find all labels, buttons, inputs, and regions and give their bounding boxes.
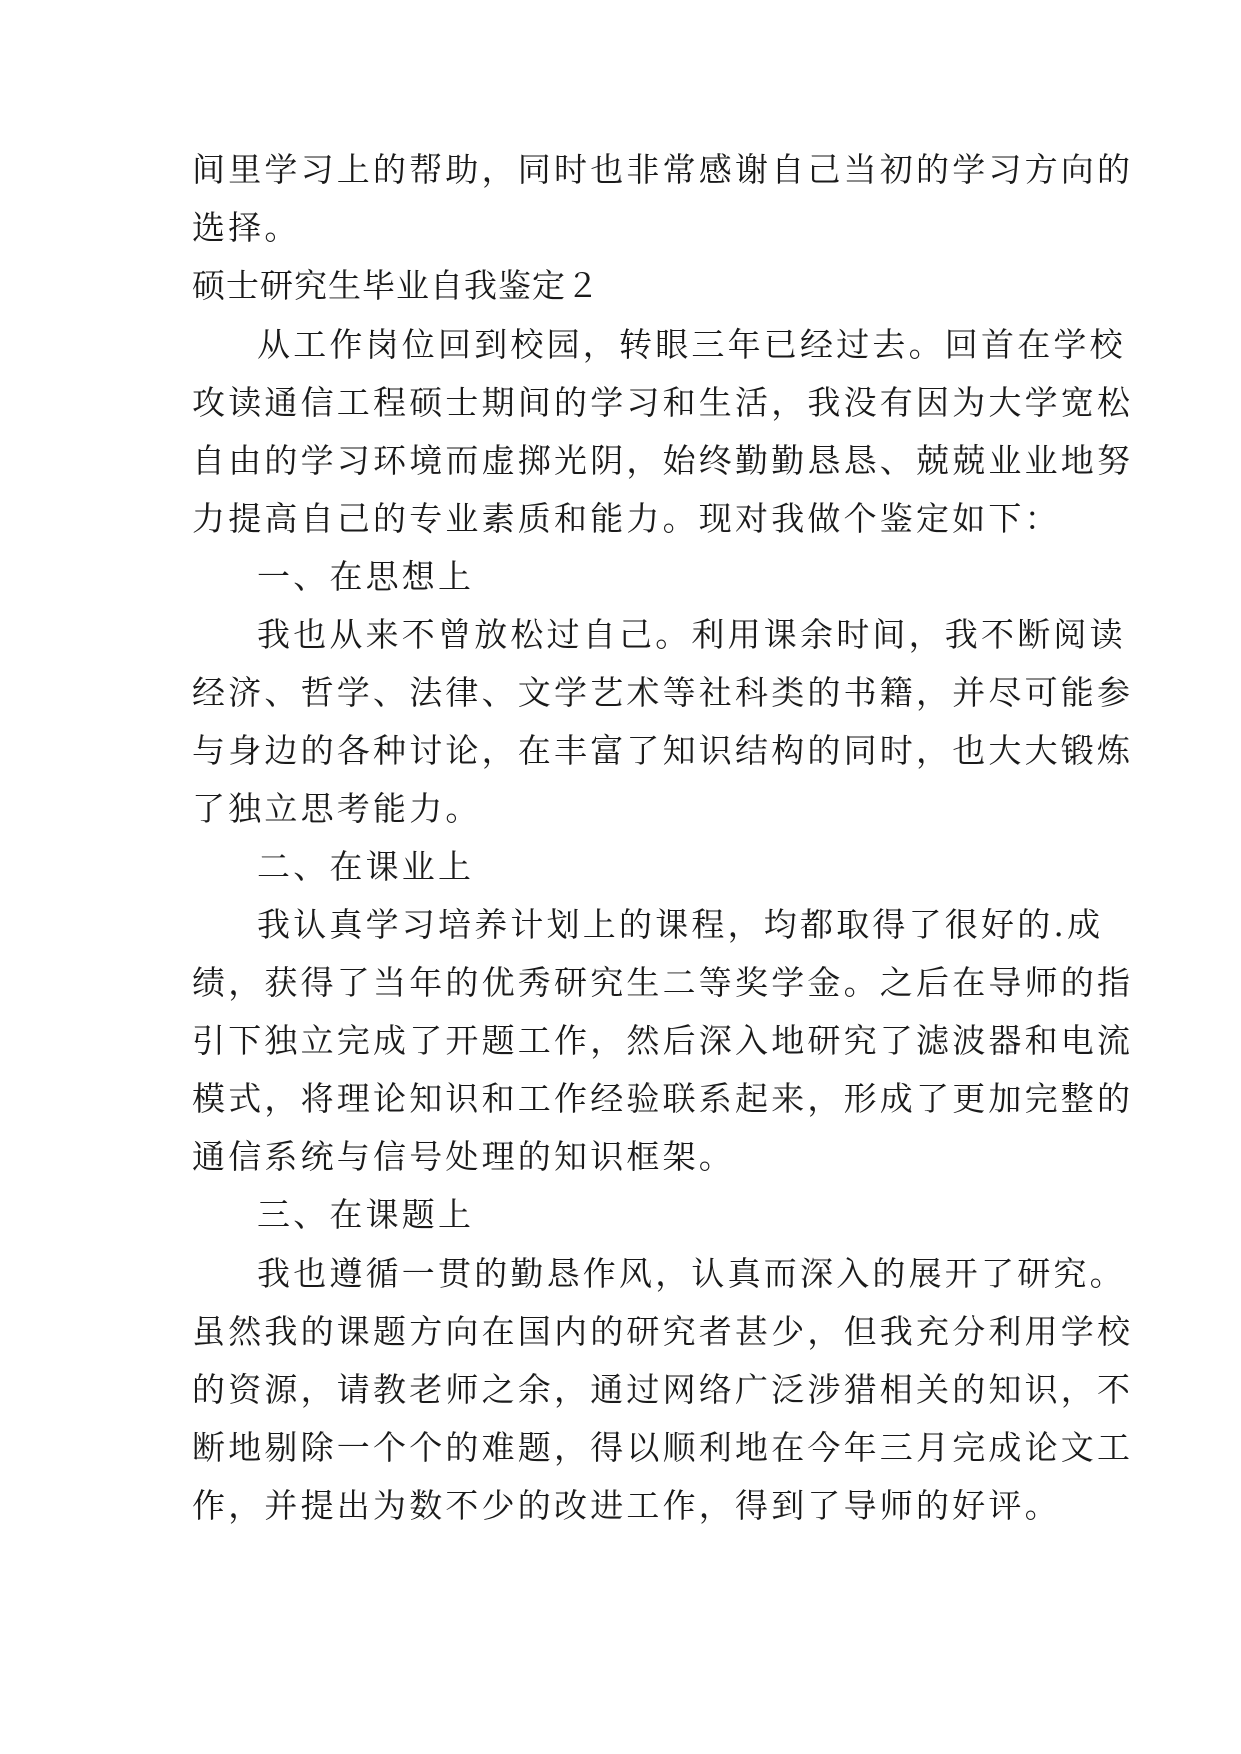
text-line: 模式，将理论知识和工作经验联系起来，形成了更加完整的	[192, 1079, 1134, 1118]
text-line: 虽然我的课题方向在国内的研究者甚少，但我充分利用学校	[192, 1312, 1134, 1351]
text-line: 选择。	[192, 208, 301, 247]
text-line: 我也从来不曾放松过自己。利用课余时间，我不断阅读	[257, 615, 1126, 654]
text-line: 断地剔除一个个的难题，得以顺利地在今年三月完成论文工	[192, 1428, 1134, 1467]
text-line: 绩，获得了当年的优秀研究生二等奖学金。之后在导师的指	[192, 963, 1134, 1002]
section-title: 硕士研究生毕业自我鉴定２	[192, 266, 600, 305]
text-line: 从工作岗位回到校园，转眼三年已经过去。回首在学校	[257, 325, 1126, 364]
text-line: 经济、哲学、法律、文学艺术等社科类的书籍，并尽可能参	[192, 673, 1134, 712]
text-line: 自由的学习环境而虚掷光阴，始终勤勤恳恳、兢兢业业地努	[192, 441, 1134, 480]
subheading: 一、在思想上	[257, 557, 475, 596]
subheading: 三、在课题上	[257, 1195, 475, 1234]
text-line: 作，并提出为数不少的改进工作，得到了导师的好评。	[192, 1486, 1061, 1525]
text-line: 引下独立完成了开题工作，然后深入地研究了滤波器和电流	[192, 1021, 1134, 1060]
text-line: 与身边的各种讨论，在丰富了知识结构的同时，也大大锻炼	[192, 731, 1134, 770]
text-line: 我认真学习培养计划上的课程，均都取得了很好的.成	[257, 905, 1104, 944]
text-line: 了独立思考能力。	[192, 789, 482, 828]
text-line: 的资源，请教老师之余，通过网络广泛涉猎相关的知识，不	[192, 1370, 1134, 1409]
text-line: 间里学习上的帮助，同时也非常感谢自己当初的学习方向的	[192, 150, 1134, 189]
text-line: 通信系统与信号处理的知识框架。	[192, 1137, 735, 1176]
text-line: 力提高自己的专业素质和能力。现对我做个鉴定如下：	[192, 499, 1061, 538]
text-line: 我也遵循一贯的勤恳作风，认真而深入的展开了研究。	[257, 1254, 1126, 1293]
subheading: 二、在课业上	[257, 847, 475, 886]
text-line: 攻读通信工程硕士期间的学习和生活，我没有因为大学宽松	[192, 383, 1134, 422]
